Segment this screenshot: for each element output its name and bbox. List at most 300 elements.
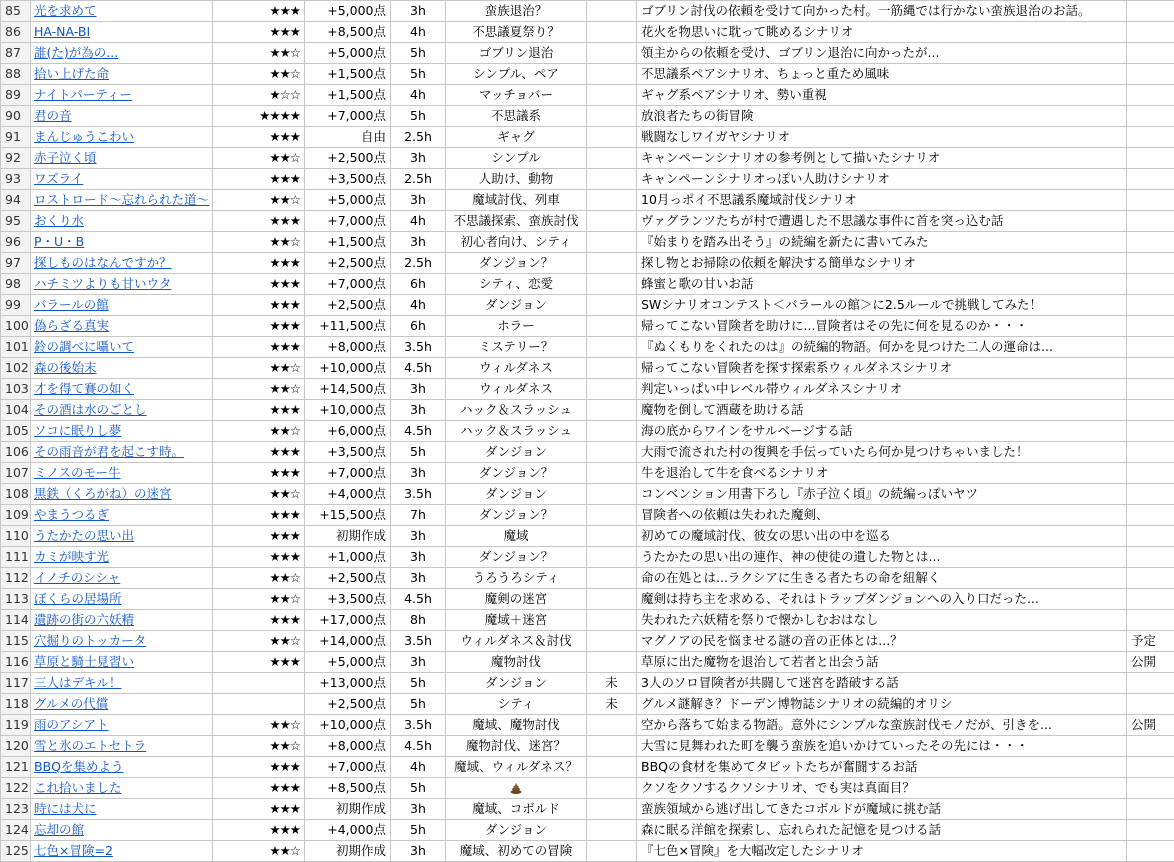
status-cell[interactable] (1127, 778, 1174, 799)
row-number[interactable] (1, 610, 31, 631)
description-cell[interactable] (637, 820, 1127, 841)
description-cell[interactable] (637, 316, 1127, 337)
mark-cell[interactable] (587, 505, 637, 526)
points-cell[interactable] (305, 1, 391, 22)
mark-cell[interactable] (587, 253, 637, 274)
time-cell[interactable] (391, 400, 446, 421)
mark-cell[interactable] (587, 694, 637, 715)
row-number[interactable] (1, 505, 31, 526)
points-cell[interactable] (305, 736, 391, 757)
scenario-title-link[interactable]: 穴掘りのトッカータ (34, 633, 146, 648)
mark-cell[interactable] (587, 484, 637, 505)
difficulty-cell[interactable] (213, 379, 305, 400)
row-number[interactable] (1, 757, 31, 778)
row-number[interactable] (1, 799, 31, 820)
title-cell[interactable] (31, 400, 213, 421)
scenario-title-link[interactable]: BBQを集めよう (34, 759, 124, 774)
time-cell[interactable] (391, 715, 446, 736)
genre-cell[interactable] (446, 673, 587, 694)
row-number[interactable] (1, 778, 31, 799)
time-cell[interactable] (391, 337, 446, 358)
difficulty-cell[interactable] (213, 64, 305, 85)
description-cell[interactable] (637, 526, 1127, 547)
points-cell[interactable] (305, 820, 391, 841)
difficulty-cell[interactable] (213, 526, 305, 547)
difficulty-cell[interactable] (213, 43, 305, 64)
difficulty-cell[interactable] (213, 568, 305, 589)
points-cell[interactable] (305, 295, 391, 316)
title-cell[interactable] (31, 106, 213, 127)
description-cell[interactable] (637, 22, 1127, 43)
scenario-title-link[interactable]: 七色×冒険=2 (34, 843, 113, 858)
row-number[interactable] (1, 820, 31, 841)
time-cell[interactable] (391, 652, 446, 673)
time-cell[interactable] (391, 631, 446, 652)
status-cell[interactable] (1127, 589, 1174, 610)
difficulty-cell[interactable] (213, 715, 305, 736)
description-cell[interactable] (637, 736, 1127, 757)
time-cell[interactable] (391, 421, 446, 442)
row-number[interactable] (1, 211, 31, 232)
points-cell[interactable] (305, 22, 391, 43)
mark-cell[interactable] (587, 127, 637, 148)
points-cell[interactable] (305, 169, 391, 190)
title-cell[interactable] (31, 736, 213, 757)
description-cell[interactable] (637, 106, 1127, 127)
scenario-title-link[interactable]: 誰(た)が為の... (34, 45, 118, 60)
row-number[interactable] (1, 379, 31, 400)
title-cell[interactable] (31, 841, 213, 862)
mark-cell[interactable] (587, 316, 637, 337)
title-cell[interactable] (31, 148, 213, 169)
difficulty-cell[interactable] (213, 22, 305, 43)
status-cell[interactable] (1127, 22, 1174, 43)
description-cell[interactable] (637, 400, 1127, 421)
genre-cell[interactable] (446, 778, 587, 799)
row-number[interactable] (1, 43, 31, 64)
genre-cell[interactable] (446, 106, 587, 127)
time-cell[interactable] (391, 211, 446, 232)
status-cell[interactable] (1127, 631, 1174, 652)
scenario-title-link[interactable]: 鈴の調べに囁いて (34, 339, 134, 354)
points-cell[interactable] (305, 232, 391, 253)
genre-cell[interactable] (446, 757, 587, 778)
description-cell[interactable] (637, 295, 1127, 316)
mark-cell[interactable] (587, 337, 637, 358)
points-cell[interactable] (305, 715, 391, 736)
genre-cell[interactable] (446, 43, 587, 64)
title-cell[interactable] (31, 22, 213, 43)
mark-cell[interactable] (587, 190, 637, 211)
mark-cell[interactable] (587, 400, 637, 421)
status-cell[interactable] (1127, 715, 1174, 736)
mark-cell[interactable] (587, 610, 637, 631)
genre-cell[interactable] (446, 1, 587, 22)
genre-cell[interactable] (446, 841, 587, 862)
title-cell[interactable] (31, 505, 213, 526)
status-cell[interactable] (1127, 274, 1174, 295)
mark-cell[interactable] (587, 715, 637, 736)
difficulty-cell[interactable] (213, 694, 305, 715)
points-cell[interactable] (305, 610, 391, 631)
time-cell[interactable] (391, 736, 446, 757)
description-cell[interactable] (637, 631, 1127, 652)
scenario-title-link[interactable]: やまうつるぎ (34, 507, 109, 522)
row-number[interactable] (1, 274, 31, 295)
row-number[interactable] (1, 106, 31, 127)
time-cell[interactable] (391, 190, 446, 211)
row-number[interactable] (1, 232, 31, 253)
genre-cell[interactable] (446, 316, 587, 337)
points-cell[interactable] (305, 421, 391, 442)
difficulty-cell[interactable] (213, 757, 305, 778)
difficulty-cell[interactable] (213, 589, 305, 610)
points-cell[interactable] (305, 442, 391, 463)
row-number[interactable] (1, 652, 31, 673)
description-cell[interactable] (637, 190, 1127, 211)
row-number[interactable] (1, 568, 31, 589)
scenario-title-link[interactable]: グルメの代償 (34, 696, 108, 711)
time-cell[interactable] (391, 127, 446, 148)
row-number[interactable] (1, 148, 31, 169)
genre-cell[interactable] (446, 463, 587, 484)
scenario-title-link[interactable]: ロストロード～忘れられた道～ (34, 192, 209, 207)
genre-cell[interactable] (446, 274, 587, 295)
description-cell[interactable] (637, 694, 1127, 715)
genre-cell[interactable] (446, 295, 587, 316)
description-cell[interactable] (637, 1, 1127, 22)
status-cell[interactable] (1127, 421, 1174, 442)
row-number[interactable] (1, 715, 31, 736)
scenario-title-link[interactable]: 才を得て賽の如く (34, 381, 134, 396)
title-cell[interactable] (31, 190, 213, 211)
status-cell[interactable] (1127, 568, 1174, 589)
title-cell[interactable] (31, 316, 213, 337)
mark-cell[interactable] (587, 820, 637, 841)
row-number[interactable] (1, 484, 31, 505)
row-number[interactable] (1, 253, 31, 274)
scenario-title-link[interactable]: 雪と氷のエトセトラ (34, 738, 146, 753)
difficulty-cell[interactable] (213, 610, 305, 631)
genre-cell[interactable] (446, 442, 587, 463)
mark-cell[interactable] (587, 757, 637, 778)
mark-cell[interactable] (587, 43, 637, 64)
title-cell[interactable] (31, 778, 213, 799)
genre-cell[interactable] (446, 421, 587, 442)
genre-cell[interactable] (446, 694, 587, 715)
status-cell[interactable] (1127, 295, 1174, 316)
mark-cell[interactable] (587, 778, 637, 799)
points-cell[interactable] (305, 589, 391, 610)
status-cell[interactable] (1127, 736, 1174, 757)
row-number[interactable] (1, 841, 31, 862)
mark-cell[interactable] (587, 631, 637, 652)
status-cell[interactable] (1127, 757, 1174, 778)
points-cell[interactable] (305, 253, 391, 274)
description-cell[interactable] (637, 253, 1127, 274)
title-cell[interactable] (31, 64, 213, 85)
title-cell[interactable] (31, 85, 213, 106)
time-cell[interactable] (391, 22, 446, 43)
mark-cell[interactable] (587, 211, 637, 232)
genre-cell[interactable] (446, 232, 587, 253)
points-cell[interactable] (305, 64, 391, 85)
scenario-title-link[interactable]: これ拾いました (34, 780, 122, 795)
title-cell[interactable] (31, 463, 213, 484)
difficulty-cell[interactable] (213, 85, 305, 106)
points-cell[interactable] (305, 316, 391, 337)
difficulty-cell[interactable] (213, 484, 305, 505)
row-number[interactable] (1, 673, 31, 694)
time-cell[interactable] (391, 820, 446, 841)
mark-cell[interactable] (587, 526, 637, 547)
scenario-title-link[interactable]: ソコに眠りし夢 (34, 423, 121, 438)
mark-cell[interactable] (587, 358, 637, 379)
points-cell[interactable] (305, 652, 391, 673)
title-cell[interactable] (31, 631, 213, 652)
genre-cell[interactable] (446, 631, 587, 652)
mark-cell[interactable] (587, 799, 637, 820)
difficulty-cell[interactable] (213, 673, 305, 694)
difficulty-cell[interactable] (213, 799, 305, 820)
scenario-title-link[interactable]: その雨音が君を起こす時。 (34, 444, 184, 459)
time-cell[interactable] (391, 547, 446, 568)
mark-cell[interactable] (587, 232, 637, 253)
difficulty-cell[interactable] (213, 190, 305, 211)
mark-cell[interactable] (587, 589, 637, 610)
points-cell[interactable] (305, 337, 391, 358)
difficulty-cell[interactable] (213, 505, 305, 526)
title-cell[interactable] (31, 211, 213, 232)
difficulty-cell[interactable] (213, 421, 305, 442)
points-cell[interactable] (305, 400, 391, 421)
genre-cell[interactable] (446, 22, 587, 43)
points-cell[interactable] (305, 274, 391, 295)
time-cell[interactable] (391, 169, 446, 190)
scenario-title-link[interactable]: うたかたの思い出 (34, 528, 134, 543)
title-cell[interactable] (31, 232, 213, 253)
genre-cell[interactable] (446, 127, 587, 148)
mark-cell[interactable] (587, 1, 637, 22)
time-cell[interactable] (391, 106, 446, 127)
points-cell[interactable] (305, 631, 391, 652)
difficulty-cell[interactable] (213, 547, 305, 568)
time-cell[interactable] (391, 799, 446, 820)
description-cell[interactable] (637, 274, 1127, 295)
row-number[interactable] (1, 400, 31, 421)
time-cell[interactable] (391, 484, 446, 505)
difficulty-cell[interactable] (213, 316, 305, 337)
scenario-title-link[interactable]: 黒鉄（くろがね）の迷宮 (34, 486, 172, 501)
status-cell[interactable] (1127, 526, 1174, 547)
genre-cell[interactable] (446, 568, 587, 589)
description-cell[interactable] (637, 358, 1127, 379)
genre-cell[interactable] (446, 610, 587, 631)
title-cell[interactable] (31, 421, 213, 442)
points-cell[interactable] (305, 463, 391, 484)
difficulty-cell[interactable] (213, 442, 305, 463)
mark-cell[interactable] (587, 736, 637, 757)
scenario-title-link[interactable]: 拾い上げた命 (34, 66, 109, 81)
row-number[interactable] (1, 85, 31, 106)
difficulty-cell[interactable] (213, 169, 305, 190)
difficulty-cell[interactable] (213, 841, 305, 862)
time-cell[interactable] (391, 463, 446, 484)
status-cell[interactable] (1127, 505, 1174, 526)
mark-cell[interactable] (587, 421, 637, 442)
status-cell[interactable] (1127, 316, 1174, 337)
row-number[interactable] (1, 295, 31, 316)
row-number[interactable] (1, 547, 31, 568)
difficulty-cell[interactable] (213, 736, 305, 757)
status-cell[interactable] (1127, 463, 1174, 484)
points-cell[interactable] (305, 505, 391, 526)
mark-cell[interactable] (587, 106, 637, 127)
scenario-title-link[interactable]: ナイトパーティー (34, 87, 132, 102)
difficulty-cell[interactable] (213, 463, 305, 484)
points-cell[interactable] (305, 358, 391, 379)
description-cell[interactable] (637, 85, 1127, 106)
title-cell[interactable] (31, 547, 213, 568)
mark-cell[interactable] (587, 673, 637, 694)
time-cell[interactable] (391, 757, 446, 778)
difficulty-cell[interactable] (213, 232, 305, 253)
row-number[interactable] (1, 22, 31, 43)
time-cell[interactable] (391, 148, 446, 169)
scenario-title-link[interactable]: 時には犬に (34, 801, 97, 816)
status-cell[interactable] (1127, 358, 1174, 379)
title-cell[interactable] (31, 169, 213, 190)
description-cell[interactable] (637, 169, 1127, 190)
points-cell[interactable] (305, 379, 391, 400)
description-cell[interactable] (637, 148, 1127, 169)
status-cell[interactable] (1127, 337, 1174, 358)
status-cell[interactable] (1127, 85, 1174, 106)
title-cell[interactable] (31, 484, 213, 505)
difficulty-cell[interactable] (213, 652, 305, 673)
time-cell[interactable] (391, 274, 446, 295)
time-cell[interactable] (391, 1, 446, 22)
status-cell[interactable] (1127, 652, 1174, 673)
genre-cell[interactable] (446, 148, 587, 169)
scenario-title-link[interactable]: ハチミツよりも甘いウタ (34, 276, 171, 291)
scenario-title-link[interactable]: 赤子泣く頃 (34, 150, 97, 165)
description-cell[interactable] (637, 589, 1127, 610)
genre-cell[interactable] (446, 589, 587, 610)
difficulty-cell[interactable] (213, 211, 305, 232)
description-cell[interactable] (637, 610, 1127, 631)
points-cell[interactable] (305, 841, 391, 862)
scenario-title-link[interactable]: 草原と騎士見習い (34, 654, 134, 669)
genre-cell[interactable] (446, 484, 587, 505)
description-cell[interactable] (637, 127, 1127, 148)
mark-cell[interactable] (587, 169, 637, 190)
row-number[interactable] (1, 589, 31, 610)
row-number[interactable] (1, 631, 31, 652)
points-cell[interactable] (305, 43, 391, 64)
scenario-title-link[interactable]: ミノスのモー牛 (34, 465, 121, 480)
points-cell[interactable] (305, 526, 391, 547)
status-cell[interactable] (1127, 43, 1174, 64)
title-cell[interactable] (31, 526, 213, 547)
genre-cell[interactable] (446, 64, 587, 85)
difficulty-cell[interactable] (213, 274, 305, 295)
description-cell[interactable] (637, 673, 1127, 694)
description-cell[interactable] (637, 379, 1127, 400)
time-cell[interactable] (391, 673, 446, 694)
difficulty-cell[interactable] (213, 337, 305, 358)
title-cell[interactable] (31, 274, 213, 295)
difficulty-cell[interactable] (213, 400, 305, 421)
status-cell[interactable] (1127, 379, 1174, 400)
time-cell[interactable] (391, 253, 446, 274)
row-number[interactable] (1, 337, 31, 358)
time-cell[interactable] (391, 43, 446, 64)
scenario-title-link[interactable]: ワズライ (34, 171, 83, 186)
genre-cell[interactable] (446, 379, 587, 400)
time-cell[interactable] (391, 778, 446, 799)
description-cell[interactable] (637, 64, 1127, 85)
scenario-title-link[interactable]: 遺跡の街の六妖精 (34, 612, 134, 627)
time-cell[interactable] (391, 841, 446, 862)
description-cell[interactable] (637, 799, 1127, 820)
time-cell[interactable] (391, 85, 446, 106)
row-number[interactable] (1, 1, 31, 22)
status-cell[interactable] (1127, 169, 1174, 190)
description-cell[interactable] (637, 232, 1127, 253)
genre-cell[interactable] (446, 337, 587, 358)
mark-cell[interactable] (587, 568, 637, 589)
description-cell[interactable] (637, 757, 1127, 778)
points-cell[interactable] (305, 694, 391, 715)
mark-cell[interactable] (587, 652, 637, 673)
genre-cell[interactable] (446, 526, 587, 547)
points-cell[interactable] (305, 484, 391, 505)
status-cell[interactable] (1127, 820, 1174, 841)
time-cell[interactable] (391, 358, 446, 379)
row-number[interactable] (1, 64, 31, 85)
status-cell[interactable] (1127, 673, 1174, 694)
status-cell[interactable] (1127, 106, 1174, 127)
description-cell[interactable] (637, 715, 1127, 736)
title-cell[interactable] (31, 295, 213, 316)
difficulty-cell[interactable] (213, 127, 305, 148)
description-cell[interactable] (637, 484, 1127, 505)
title-cell[interactable] (31, 610, 213, 631)
title-cell[interactable] (31, 757, 213, 778)
genre-cell[interactable] (446, 547, 587, 568)
status-cell[interactable] (1127, 547, 1174, 568)
genre-cell[interactable] (446, 400, 587, 421)
title-cell[interactable] (31, 253, 213, 274)
points-cell[interactable] (305, 757, 391, 778)
points-cell[interactable] (305, 799, 391, 820)
genre-cell[interactable] (446, 253, 587, 274)
difficulty-cell[interactable] (213, 148, 305, 169)
genre-cell[interactable] (446, 211, 587, 232)
difficulty-cell[interactable] (213, 778, 305, 799)
time-cell[interactable] (391, 589, 446, 610)
status-cell[interactable] (1127, 190, 1174, 211)
status-cell[interactable] (1127, 148, 1174, 169)
row-number[interactable] (1, 736, 31, 757)
scenario-title-link[interactable]: おくり水 (34, 213, 84, 228)
time-cell[interactable] (391, 505, 446, 526)
status-cell[interactable] (1127, 610, 1174, 631)
description-cell[interactable] (637, 568, 1127, 589)
points-cell[interactable] (305, 190, 391, 211)
scenario-title-link[interactable]: 雨のアシアト (34, 717, 109, 732)
